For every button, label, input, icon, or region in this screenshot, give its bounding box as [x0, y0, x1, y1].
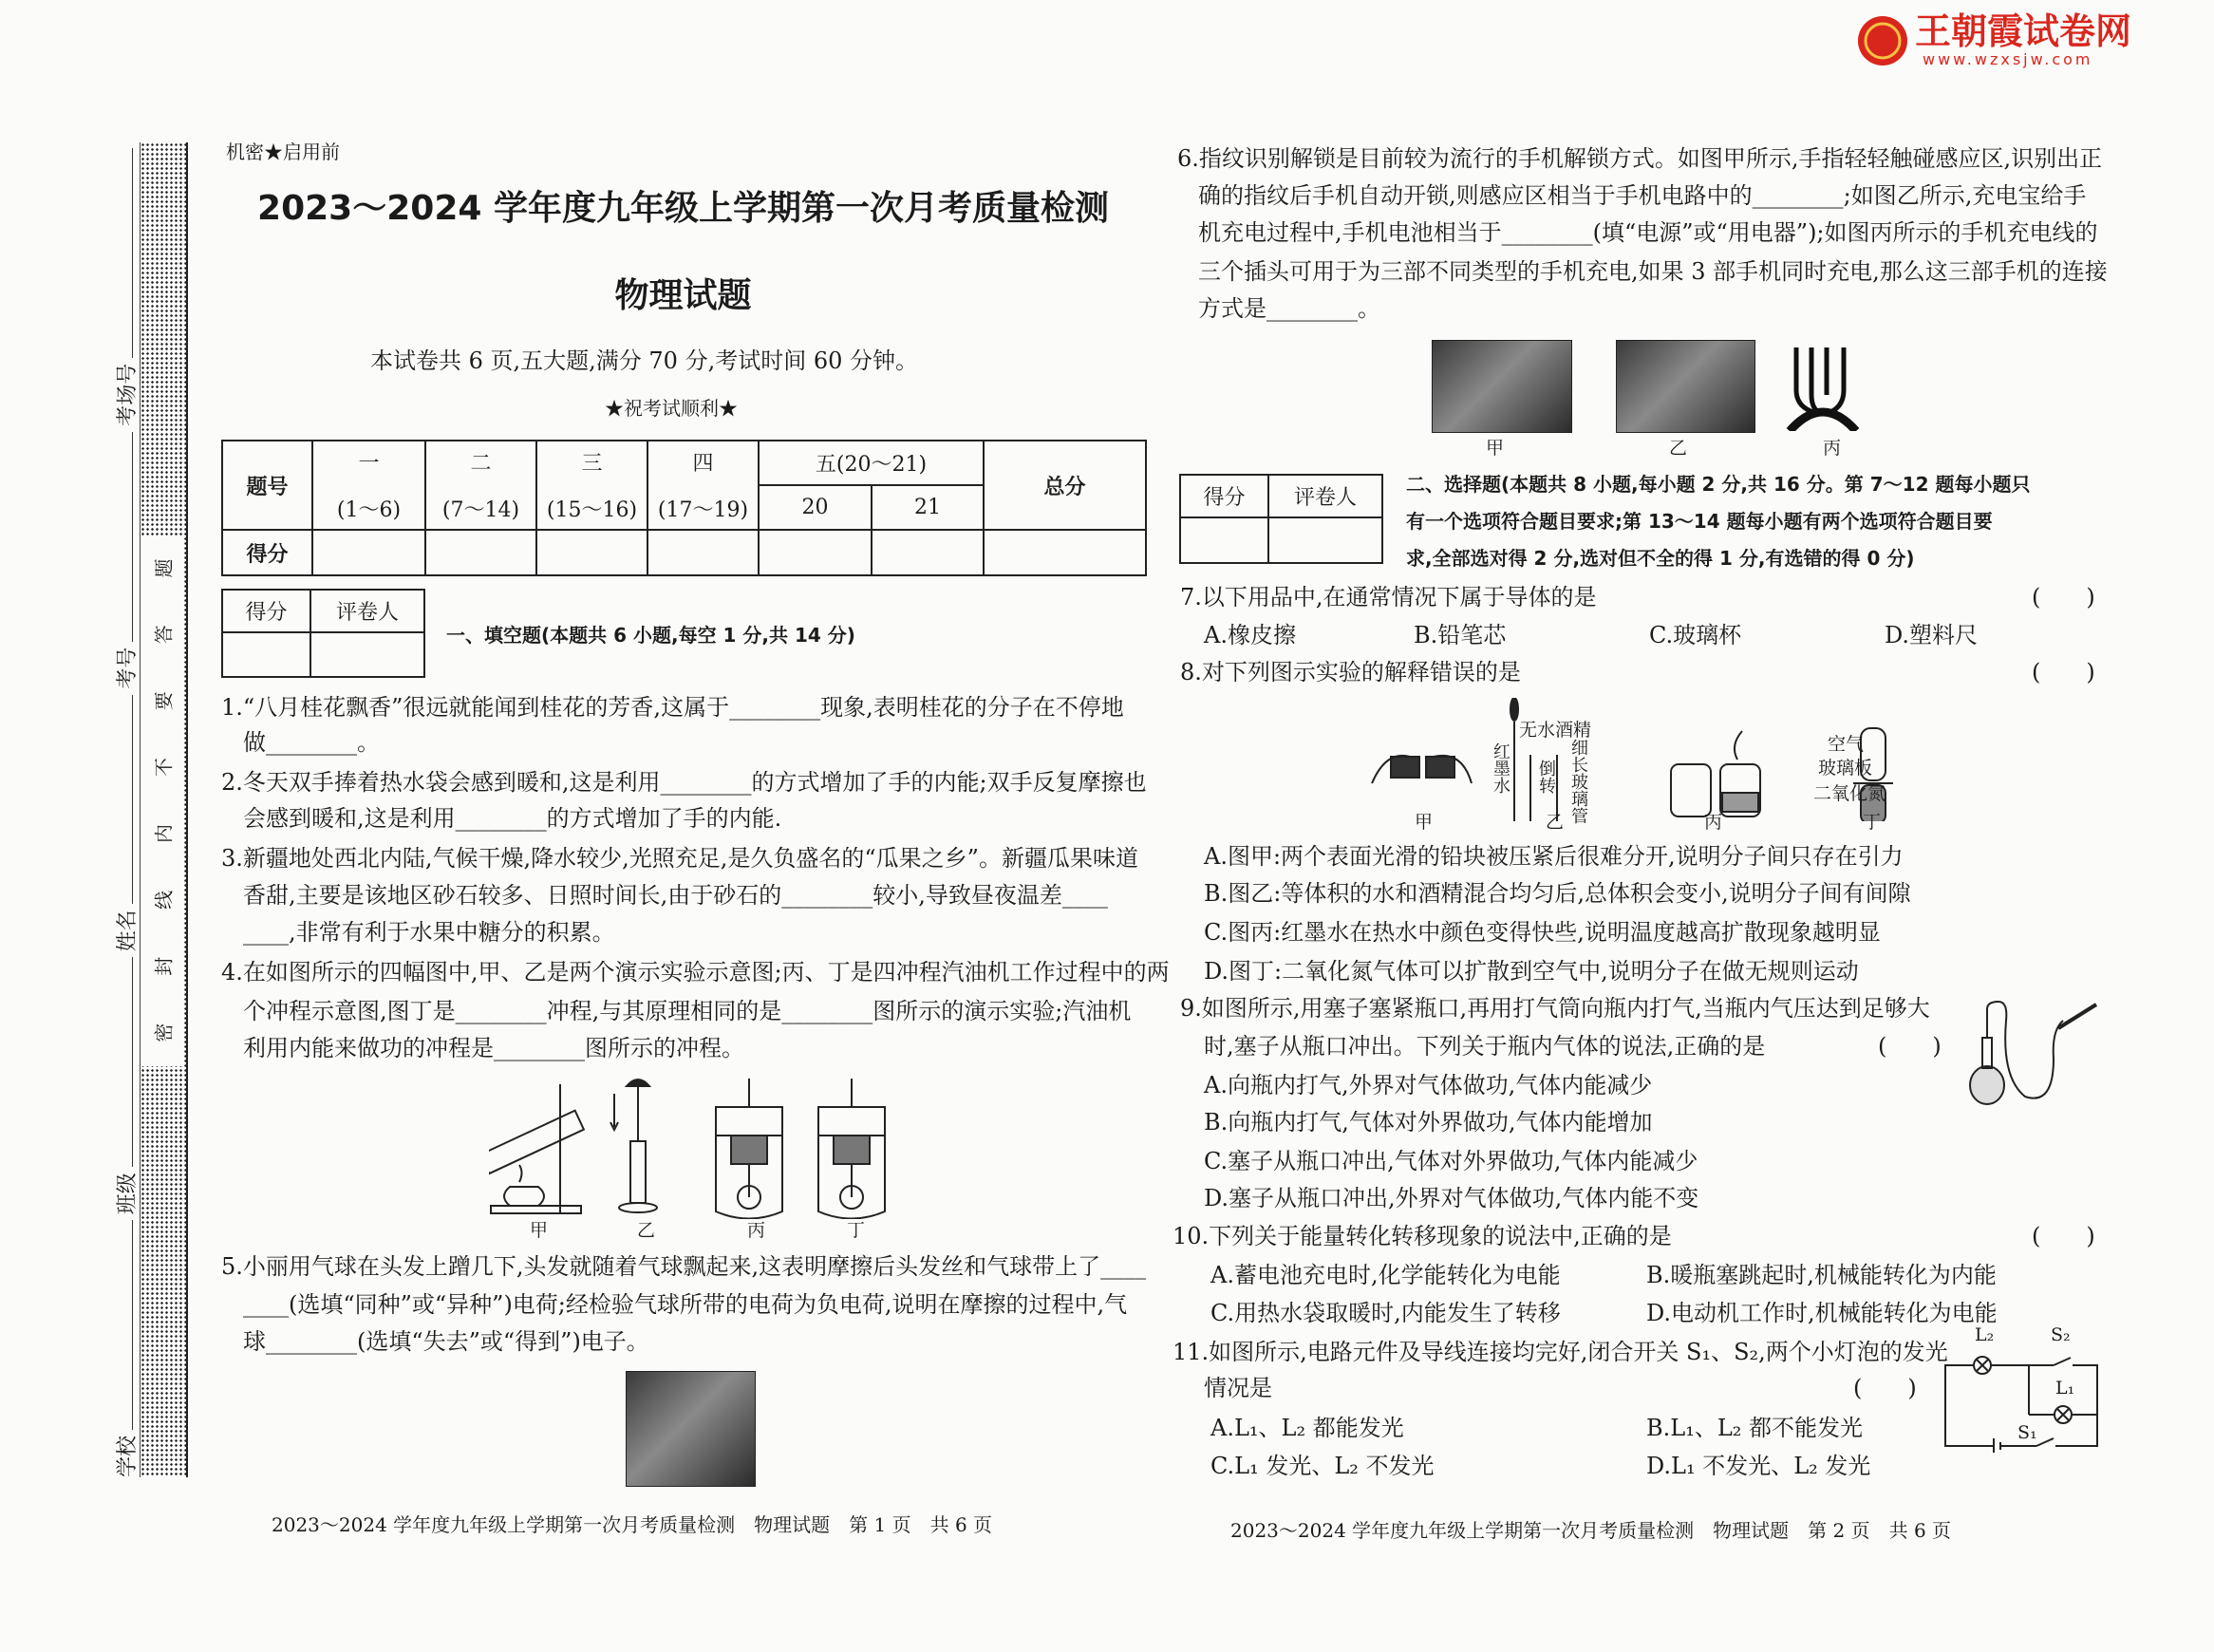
grader-name-label: 评卷人 — [310, 590, 424, 632]
question-6: 6.指纹识别解锁是目前较为流行的手机解锁方式。如图甲所示,手指轻轻触碰感应区,识别出正 — [1177, 145, 2103, 172]
figure-label: 乙 — [1669, 438, 1688, 459]
subject-title: 物理试题 — [614, 276, 752, 315]
question-3: 3.新疆地处西北内陆,气候干燥,降水较少,光照充足,是久负盛名的“瓜果之乡”。新疆瓜果味道 — [221, 845, 1138, 872]
confidential-mark: 机密★启用前 — [226, 141, 340, 163]
question-6: 三个插头可用于为三部不同类型的手机充电,如果 3 部手机同时充电,那么这三部手机的连接 — [1198, 258, 2108, 285]
exam-number-label: 考号 — [115, 647, 140, 689]
option-c[interactable]: C.图丙:红墨水在热水中颜色变得快些,说明温度越高扩散现象越明显 — [1204, 919, 1881, 946]
question-9: 时,塞子从瓶口冲出。下列关于瓶内气体的说法,正确的是 — [1204, 1033, 1766, 1060]
circuit-label: L₂ — [1975, 1324, 1995, 1345]
figure-label: 丙 — [1823, 438, 1842, 459]
figure-label: 甲 — [1415, 812, 1434, 833]
grader-score-label: 得分 — [1180, 475, 1268, 517]
question-5: ____(选填“同种”或“异种”)电荷;经检验气球所带的电荷为负电荷,说明在摩擦的过程中,气 — [243, 1291, 1128, 1318]
score-cell[interactable] — [536, 530, 647, 575]
grader-score-label: 得分 — [222, 590, 310, 632]
score-col-3: 三 (15～16) — [536, 441, 647, 530]
score-col-2: 二 (7～14) — [425, 441, 536, 530]
exam-number-field[interactable] — [119, 432, 133, 642]
score-col-21: 21 — [872, 485, 984, 530]
answer-bracket[interactable]: ( ) — [2032, 659, 2095, 685]
question-9: 9.如图所示,用塞子塞紧瓶口,再用打气筒向瓶内打气,当瓶内气压达到足够大 — [1180, 995, 1930, 1022]
figure-annotation: 二氧化氮 — [1813, 783, 1886, 804]
figure-label: 乙 — [1546, 812, 1565, 833]
circuit-label: S₂ — [2051, 1324, 2071, 1345]
question-4: 4.在如图所示的四幅图中,甲、乙是两个演示实验示意图;丙、丁是四冲程汽油机工作过程中的两 — [221, 959, 1170, 986]
option-a[interactable]: A.图甲:两个表面光滑的铅块被压紧后很难分开,说明分子间只存在引力 — [1204, 843, 1904, 870]
question-2: 2.冬天双手捧着热水袋会感到暖和,这是利用________的方式增加了手的内能;双手反复摩擦也 — [221, 769, 1147, 796]
question-5: 球________(选填“失去”或“得到”)电子。 — [243, 1328, 649, 1355]
question-5: 5.小丽用气球在头发上蹭几下,头发就随着气球飘起来,这表明摩擦后头发丝和气球带上了____ — [221, 1253, 1147, 1280]
score-col-4: 四 (17～19) — [647, 441, 759, 530]
test-tube-heating-figure — [489, 1084, 584, 1213]
logo-url: www.wzxsjw.com — [1923, 50, 2093, 68]
option-d[interactable]: D.L₁ 不发光、L₂ 发光 — [1646, 1453, 1871, 1479]
option-c[interactable]: C.玻璃杯 — [1649, 622, 1742, 648]
class-label: 班级 — [115, 1173, 140, 1215]
question-number-header: 题号 — [222, 441, 312, 530]
circuit-label: L₁ — [2055, 1378, 2075, 1399]
option-b[interactable]: B.暖瓶塞跳起时,机械能转化为内能 — [1646, 1262, 1997, 1288]
option-d[interactable]: D.塞子从瓶口冲出,外界对气体做功,气体内能不变 — [1204, 1185, 1699, 1211]
option-a[interactable]: A.向瓶内打气,外界对气体做功,气体内能减少 — [1204, 1072, 1653, 1098]
grader-box-section1 — [221, 589, 425, 678]
page-footer: 2023～2024 学年度九年级上学期第一次月考质量检测 物理试题 第 2 页 共 6 页 — [1230, 1519, 1952, 1542]
grader-box-section2 — [1179, 474, 1383, 564]
figure-label: 丁 — [1863, 812, 1882, 833]
seal-char: 密 — [152, 1023, 175, 1042]
figure-label: 乙 — [637, 1220, 656, 1241]
seal-char: 要 — [152, 691, 175, 711]
question-1: 1.“八月桂花飘香”很远就能闻到桂花的芳香,这属于________现象,表明桂花的分子在不停地 — [221, 694, 1124, 721]
q4-figures — [489, 1075, 888, 1219]
figure-annotation: 无水酒精 — [1519, 720, 1592, 741]
beakers-figure — [1671, 731, 1760, 817]
question-2: 会感到暖和,这是利用________的方式增加了手的内能. — [243, 805, 782, 832]
section-2-title: 有一个选项符合题目要求;第 13～14 题每小题有两个选项符合题目要 — [1406, 510, 1993, 533]
score-col-1: 一 (1～6) — [312, 441, 425, 530]
option-d[interactable]: D.塑料尺 — [1885, 622, 1979, 648]
option-b[interactable]: B.L₁、L₂ 都不能发光 — [1646, 1415, 1864, 1441]
exam-room-field[interactable] — [119, 148, 133, 358]
section-2-title: 求,全部选对得 2 分,选对但不全的得 1 分,有选错的得 0 分) — [1406, 547, 1915, 570]
seal-line-notice — [146, 535, 178, 1066]
option-a[interactable]: A.橡皮擦 — [1204, 622, 1296, 648]
figure-annotation: 空气 — [1828, 734, 1865, 755]
exam-room-label: 考场号 — [115, 363, 140, 426]
question-7: 7.以下用品中,在通常情况下属于导体的是 — [1180, 584, 1597, 610]
student-info-fields — [106, 142, 144, 1477]
total-score-cell[interactable] — [984, 530, 1146, 575]
good-luck-text: ★祝考试顺利★ — [605, 397, 738, 420]
exam-info: 本试卷共 6 页,五大题,满分 70 分,考试时间 60 分钟。 — [370, 347, 919, 374]
seal-char: 答 — [152, 625, 175, 645]
bottle-pump-figure — [1963, 1000, 2106, 1106]
engine-stroke-figure-c — [716, 1079, 782, 1219]
fingerprint-phone-photo — [1432, 340, 1572, 433]
score-row-label: 得分 — [222, 530, 312, 575]
answer-bracket[interactable]: ( ) — [1878, 1033, 1942, 1060]
option-a[interactable]: A.L₁、L₂ 都能发光 — [1210, 1415, 1404, 1441]
class-field[interactable] — [119, 957, 133, 1167]
score-cell[interactable] — [759, 530, 872, 575]
school-field[interactable] — [119, 1220, 133, 1430]
option-c[interactable]: C.L₁ 发光、L₂ 不发光 — [1210, 1453, 1435, 1479]
figure-label: 丁 — [847, 1220, 866, 1241]
question-4: 利用内能来做功的冲程是________图所示的冲程。 — [243, 1035, 744, 1061]
score-col-20: 20 — [759, 485, 872, 530]
seal-char: 线 — [152, 890, 175, 910]
question-11: 11.如图所示,电路元件及导线连接均完好,闭合开关 S₁、S₂,两个小灯泡的发光 — [1173, 1339, 1948, 1365]
school-label: 学校 — [115, 1435, 140, 1477]
circuit-label: S₁ — [2017, 1422, 2037, 1443]
engine-stroke-figure-d — [818, 1079, 885, 1219]
score-cell[interactable] — [312, 530, 425, 575]
figure-label: 丙 — [1704, 812, 1723, 833]
figure-annotation-ink: 红墨水 — [1491, 742, 1510, 794]
lead-blocks-figure — [1372, 756, 1472, 783]
seal-char: 不 — [152, 758, 175, 778]
question-1: 做________。 — [243, 729, 380, 756]
option-b[interactable]: B.铅笔芯 — [1414, 622, 1507, 648]
grader-score-cell[interactable] — [1180, 517, 1268, 563]
grader-name-cell[interactable] — [1268, 517, 1382, 563]
grader-score-cell[interactable] — [222, 632, 310, 677]
option-c[interactable]: C.塞子从瓶口冲出,气体对外界做功,气体内能减少 — [1204, 1148, 1698, 1174]
question-3: 香甜,主要是该地区砂石较多、日照时间长,由于砂石的________较小,导致昼夜温差____ — [243, 882, 1108, 909]
grader-name-label: 评卷人 — [1268, 475, 1382, 517]
question-6: 确的指纹后手机自动开锁,则感应区相当于手机电路中的________;如图乙所示,充电宝给手 — [1198, 182, 2087, 209]
figure-annotation-tube: 细长玻璃管 — [1568, 739, 1588, 824]
figure-label: 丙 — [747, 1220, 766, 1241]
question-6: 方式是________。 — [1198, 295, 1380, 322]
answer-bracket[interactable]: ( ) — [2032, 1223, 2095, 1249]
figure-annotation-flip: 倒转 — [1536, 760, 1556, 794]
score-cell[interactable] — [872, 530, 984, 575]
answer-bracket[interactable]: ( ) — [1853, 1375, 1917, 1401]
score-table — [221, 440, 1147, 576]
figure-label: 甲 — [1486, 438, 1505, 459]
balloon-hair-photo — [626, 1371, 756, 1487]
name-label: 姓名 — [115, 910, 140, 952]
option-a[interactable]: A.蓄电池充电时,化学能转化为电能 — [1210, 1262, 1561, 1288]
score-cell[interactable] — [647, 530, 759, 575]
option-d[interactable]: D.图丁:二氧化氮气体可以扩散到空气中,说明分子在做无规则运动 — [1204, 958, 1859, 985]
figure-annotation: 玻璃板 — [1818, 758, 1873, 779]
seal-char: 内 — [152, 823, 175, 843]
option-c[interactable]: C.用热水袋取暖时,内能发生了转移 — [1210, 1300, 1561, 1326]
grader-name-cell[interactable] — [310, 632, 424, 677]
site-logo — [1856, 11, 2155, 70]
section-2-title: 二、选择题(本题共 8 小题,每小题 2 分,共 16 分。第 7～12 题每小题只 — [1406, 473, 2031, 496]
option-d[interactable]: D.电动机工作时,机械能转化为电能 — [1646, 1300, 1998, 1326]
name-field[interactable] — [119, 695, 133, 905]
option-b[interactable]: B.向瓶内打气,气体对外界做功,气体内能增加 — [1204, 1109, 1653, 1136]
exam-title: 2023～2024 学年度九年级上学期第一次月考质量检测 — [257, 189, 1109, 228]
figure-label: 甲 — [530, 1220, 549, 1241]
answer-bracket[interactable]: ( ) — [2032, 584, 2095, 610]
seal-char: 题 — [152, 558, 175, 578]
charging-cable-figure — [1785, 340, 1861, 431]
question-11: 情况是 — [1204, 1375, 1272, 1401]
air-pump-figure — [610, 1079, 657, 1212]
total-score-header: 总分 — [984, 441, 1146, 530]
section-1-title: 一、填空题(本题共 6 小题,每空 1 分,共 14 分) — [446, 624, 855, 647]
question-8: 8.对下列图示实验的解释错误的是 — [1180, 659, 1521, 685]
score-col-5-group: 五(20～21) — [759, 441, 984, 485]
power-bank-photo — [1616, 340, 1755, 433]
page-footer: 2023～2024 学年度九年级上学期第一次月考质量检测 物理试题 第 1 页 共 6 页 — [272, 1513, 993, 1536]
question-6: 机充电过程中,手机电池相当于________(填“电源”或“用电器”);如图丙所示的手机充电线的 — [1198, 219, 2098, 246]
question-3: ____,非常有利于水果中糖分的积累。 — [243, 919, 615, 946]
logo-name: 王朝霞试卷网 — [1915, 10, 2132, 52]
question-10: 10.下列关于能量转化转移现象的说法中,正确的是 — [1173, 1223, 1672, 1249]
option-b[interactable]: B.图乙:等体积的水和酒精混合均匀后,总体积会变小,说明分子间有间隙 — [1204, 880, 1911, 907]
score-cell[interactable] — [425, 530, 536, 575]
question-4: 个冲程示意图,图丁是________冲程,与其原理相同的是________图所示的演示实验;汽油机 — [243, 998, 1132, 1024]
seal-char: 封 — [152, 956, 175, 976]
